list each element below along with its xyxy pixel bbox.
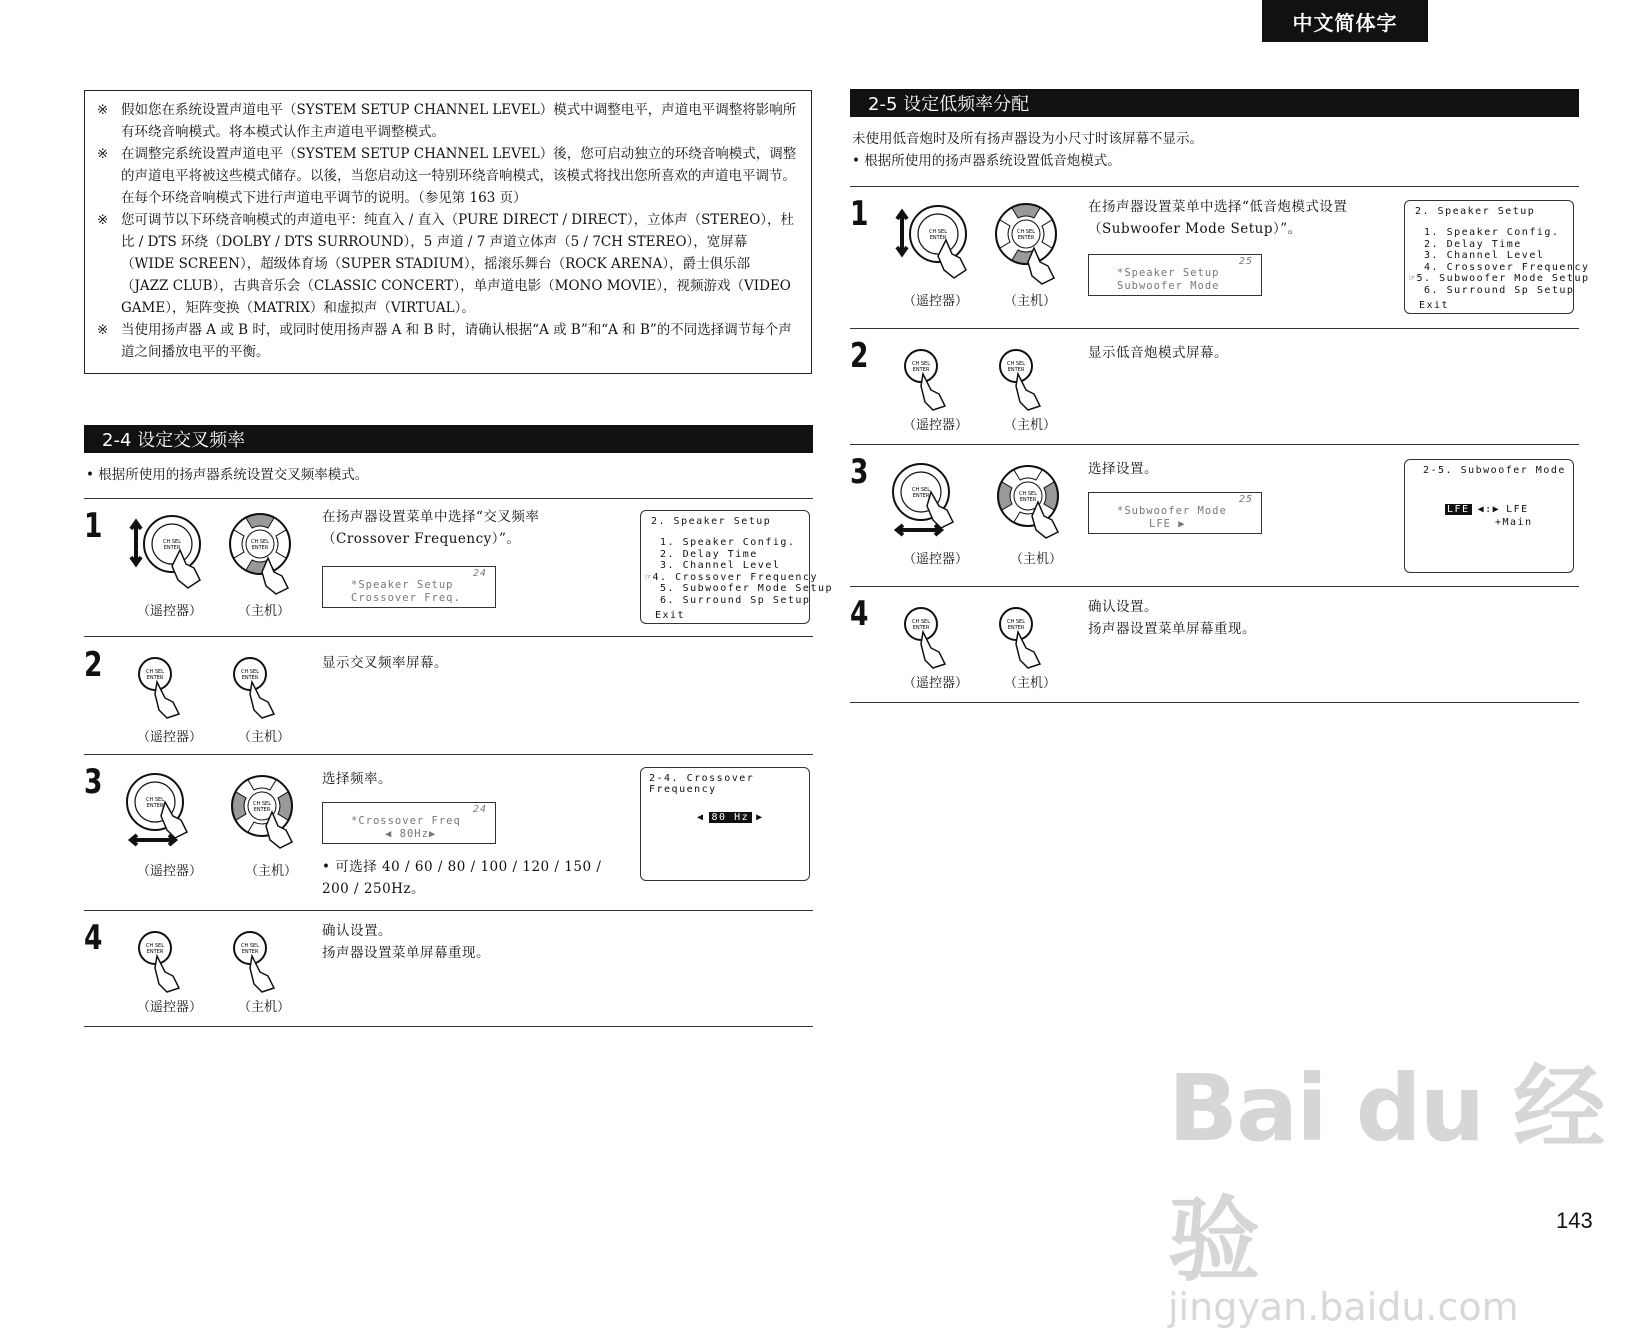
- button-label: CH SEL: [912, 619, 930, 625]
- divider: [84, 754, 813, 755]
- divider: [84, 498, 813, 499]
- lcd-number: 25: [1238, 256, 1253, 267]
- button-label: CH SEL: [912, 487, 930, 493]
- lcd-display: [322, 566, 496, 608]
- main-unit-cursor-icon: [222, 772, 312, 852]
- enter-button-press-icon: [135, 654, 195, 720]
- frequency-options-note: • 可选择 40 / 60 / 80 / 100 / 120 / 150 / 200 / 250Hz。: [322, 859, 602, 897]
- step-number: 1: [84, 506, 103, 546]
- step-text: 确认设置。: [1088, 599, 1158, 615]
- osd-menu-item: 4. Crossover Frequency: [1409, 261, 1590, 273]
- note-text: 您可调节以下环绕音响模式的声道电平：纯直入 / 直入（PURE DIRECT / DIRECT），立体声（STEREO），杜比 / DTS 环绕（DOLBY / DTS SURROUND），5 声道 / 7 声道立体声（5 / 7CH STEREO），宽屏幕（WIDE SCREEN），超级体育场（SUPER STADIUM），摇滚乐舞台（ROCK ARENA），爵士俱乐部（JAZZ CLUB），古典音乐会（CLASSIC CONCERT），单声道电影（MONO MOVIE），视频游戏（VIDEO GAME），矩阵变换（MATRIX）和虚拟声（VIRTUAL）。: [121, 212, 795, 316]
- remote-caption: （遥控器）: [137, 1000, 203, 1015]
- osd-title: 2-4. Crossover Frequency: [649, 773, 755, 795]
- osd-menu-item: 3. Channel Level: [645, 560, 781, 571]
- right-arrow-icon: ▶: [756, 812, 764, 823]
- main-unit-caption: （主机）: [245, 864, 298, 879]
- main-unit-caption: （主机）: [1004, 294, 1057, 309]
- crossover-value: 80 Hz: [709, 812, 753, 823]
- osd-menu-item: 3. Channel Level: [1409, 250, 1545, 261]
- osd-screen: [640, 767, 810, 881]
- button-label: ENTER: [253, 807, 271, 813]
- enter-button-press-icon: [996, 346, 1056, 412]
- lcd-line-2: LFE ▶: [1149, 518, 1186, 530]
- osd-screen: [1404, 200, 1590, 314]
- step-text: 在扬声器设置菜单中选择“交叉频率（Crossover Frequency）”。: [322, 509, 540, 547]
- lcd-line-1: *Crossover Freq: [351, 815, 461, 827]
- osd-title: 2. Speaker Setup: [651, 516, 772, 527]
- step-text: 选择频率。: [322, 771, 392, 787]
- button-label: ENTER: [146, 803, 164, 809]
- divider: [850, 328, 1579, 329]
- step-text: 显示交叉频率屏幕。: [322, 655, 448, 671]
- enter-button-press-icon: [230, 928, 290, 994]
- button-label: CH SEL: [1007, 361, 1025, 367]
- remote-joystick-icon: [891, 462, 981, 542]
- button-label: CH SEL: [253, 801, 271, 807]
- left-arrow-icon: ◀: [697, 812, 705, 823]
- lcd-number: 24: [472, 804, 487, 815]
- subwoofer-mode-selector: [1445, 504, 1529, 515]
- remote-joystick-icon: [886, 198, 986, 288]
- note-text: 假如您在系统设置声道电平（SYSTEM SETUP CHANNEL LEVEL）模式中调整电平，声道电平调整将影响所有环绕音响模式。将本模式认作主声道电平调整模式。: [121, 102, 797, 140]
- button-label: CH SEL: [146, 669, 164, 675]
- remote-caption: （遥控器）: [903, 418, 969, 433]
- enter-button-press-icon: [901, 346, 961, 412]
- note-text: 在调整完系统设置声道电平（SYSTEM SETUP CHANNEL LEVEL）後，您可启动独立的环绕音响模式，调整的声道电平将被这些模式储存。以後，当您启动这一特别环绕音响模式，该模式将找出您所喜欢的声道电平调节。在每个环绕音响模式下进行声道电平调节的说明。（参见第 163 页）: [121, 146, 797, 206]
- osd-menu-item-selected: ☞5. Subwoofer Mode Setup: [1409, 273, 1590, 284]
- remote-caption: （遥控器）: [903, 294, 969, 309]
- subwoofer-mode-value: LFE: [1447, 504, 1470, 515]
- step-number: 2: [850, 336, 869, 376]
- section-2-4-heading: 2-4 设定交叉频率: [84, 425, 813, 453]
- step-text: 显示低音炮模式屏幕。: [1088, 345, 1228, 361]
- remote-joystick-icon: [120, 508, 220, 598]
- note-item: [97, 209, 797, 319]
- lcd-line-2: ◀ 80Hz▶: [385, 828, 437, 840]
- enter-button-press-icon: [230, 654, 290, 720]
- enter-button-press-icon: [901, 604, 961, 670]
- lcd-number: 24: [472, 568, 487, 579]
- button-label: CH SEL: [146, 797, 164, 803]
- step-number: 3: [850, 452, 869, 492]
- watermark-url: jingyan.baidu.com: [1168, 1285, 1519, 1329]
- lcd-display: [1088, 254, 1262, 296]
- divider: [84, 910, 813, 911]
- section-2-5-intro: • 根据所使用的扬声器系统设置低音炮模式。: [852, 153, 1121, 169]
- note-text: 当使用扬声器 A 或 B 时，或同时使用扬声器 A 和 B 时，请确认根据“A 或 B”和“A 和 B”的不同选择调节每个声道之间播放电平的平衡。: [121, 322, 792, 360]
- button-label: ENTER: [929, 235, 947, 241]
- lcd-display: [1088, 492, 1262, 534]
- divider: [850, 702, 1579, 703]
- remote-caption: （遥控器）: [137, 604, 203, 619]
- divider: [850, 186, 1579, 187]
- button-label: ENTER: [146, 675, 164, 681]
- remote-caption: （遥控器）: [903, 552, 969, 567]
- lcd-line-1: *Speaker Setup: [1117, 267, 1220, 279]
- osd-screen: [1404, 459, 1574, 573]
- note-item: [97, 99, 797, 143]
- step-number: 2: [84, 645, 103, 685]
- step-text: 扬声器设置菜单屏幕重现。: [1088, 621, 1256, 637]
- main-unit-caption: （主机）: [1010, 552, 1063, 567]
- lcd-number: 25: [1238, 494, 1253, 505]
- step-number: 4: [850, 594, 869, 634]
- button-label: ENTER: [912, 625, 930, 631]
- language-tab: 中文简体字: [1262, 0, 1428, 42]
- button-label: CH SEL: [1017, 229, 1035, 235]
- crossover-value-selector: [697, 812, 764, 823]
- button-label: CH SEL: [912, 361, 930, 367]
- button-label: CH SEL: [929, 229, 947, 235]
- remote-joystick-icon: [125, 772, 215, 852]
- remote-caption: （遥控器）: [137, 864, 203, 879]
- enter-button-press-icon: [135, 928, 195, 994]
- main-unit-caption: （主机）: [1004, 676, 1057, 691]
- osd-exit: Exit: [1419, 300, 1450, 311]
- main-unit-cursor-icon: [986, 198, 1076, 288]
- left-right-arrows-icon: ◀:▶: [1477, 504, 1501, 515]
- osd-title: 2-5. Subwoofer Mode: [1423, 465, 1566, 476]
- lcd-line-2: Subwoofer Mode: [1117, 280, 1220, 292]
- note-mark: ※: [97, 212, 109, 228]
- osd-menu-item: 2. Delay Time: [645, 548, 758, 560]
- button-label: ENTER: [1017, 235, 1035, 241]
- button-label: ENTER: [146, 949, 164, 955]
- notes-box: [84, 90, 812, 374]
- note-mark: ※: [97, 146, 109, 162]
- button-label: ENTER: [1007, 367, 1025, 373]
- main-unit-caption: （主机）: [238, 730, 291, 745]
- lcd-line-2: Crossover Freq.: [351, 592, 461, 604]
- divider: [850, 444, 1579, 445]
- step-number: 1: [850, 194, 869, 234]
- osd-screen: [640, 510, 834, 624]
- main-unit-cursor-icon: [220, 508, 310, 598]
- button-label: CH SEL: [146, 943, 164, 949]
- divider: [850, 586, 1579, 587]
- button-label: ENTER: [251, 545, 269, 551]
- osd-exit: Exit: [655, 610, 686, 621]
- osd-menu-item: 2. Delay Time: [1409, 238, 1522, 250]
- button-label: ENTER: [163, 545, 181, 551]
- section-2-5-heading: 2-5 设定低频率分配: [850, 89, 1579, 117]
- enter-button-press-icon: [996, 604, 1056, 670]
- note-mark: ※: [97, 102, 109, 118]
- main-unit-caption: （主机）: [1004, 418, 1057, 433]
- button-label: ENTER: [241, 675, 259, 681]
- button-label: CH SEL: [241, 943, 259, 949]
- osd-menu-item-selected: ☞4. Crossover Frequency: [645, 571, 818, 583]
- osd-menu-item: 6. Surround Sp Setup: [1409, 284, 1575, 296]
- lcd-line-1: *Speaker Setup: [351, 579, 454, 591]
- page-number: 143: [1556, 1208, 1593, 1233]
- button-label: ENTER: [1007, 625, 1025, 631]
- main-unit-caption: （主机）: [238, 1000, 291, 1015]
- watermark-logo-text: Bai du 经验: [1168, 1055, 1604, 1294]
- main-unit-cursor-icon: [988, 462, 1078, 542]
- osd-menu-item: 1. Speaker Config.: [1409, 227, 1560, 238]
- baidu-watermark: [1168, 1035, 1650, 1329]
- option-label: +Main: [1495, 517, 1533, 528]
- button-label: CH SEL: [241, 669, 259, 675]
- button-label: ENTER: [912, 367, 930, 373]
- main-unit-caption: （主机）: [238, 604, 291, 619]
- osd-menu-item: 1. Speaker Config.: [645, 537, 796, 548]
- button-label: CH SEL: [1019, 491, 1037, 497]
- remote-caption: （遥控器）: [137, 730, 203, 745]
- osd-menu-item: 6. Surround Sp Setup: [645, 594, 811, 606]
- section-2-4-intro: • 根据所使用的扬声器系统设置交叉频率模式。: [86, 467, 369, 483]
- note-item: [97, 319, 797, 363]
- divider: [84, 1026, 813, 1027]
- remote-caption: （遥控器）: [903, 676, 969, 691]
- osd-menu-item: 5. Subwoofer Mode Setup: [645, 583, 834, 594]
- step-text: 在扬声器设置菜单中选择“低音炮模式设置（Subwoofer Mode Setup）”。: [1088, 199, 1348, 237]
- button-label: ENTER: [241, 949, 259, 955]
- button-label: CH SEL: [1007, 619, 1025, 625]
- step-number: 4: [84, 918, 103, 958]
- lcd-display: [322, 802, 496, 844]
- lcd-line-1: *Subwoofer Mode: [1117, 505, 1227, 517]
- option-label: LFE: [1506, 504, 1529, 515]
- button-label: CH SEL: [251, 539, 269, 545]
- step-number: 3: [84, 762, 103, 802]
- button-label: ENTER: [1019, 497, 1037, 503]
- note-item: [97, 143, 797, 209]
- divider: [84, 636, 813, 637]
- step-text: 选择设置。: [1088, 461, 1158, 477]
- step-text: 确认设置。: [322, 923, 392, 939]
- button-label: ENTER: [912, 493, 930, 499]
- button-label: CH SEL: [163, 539, 181, 545]
- note-mark: ※: [97, 322, 109, 338]
- section-2-5-intro: 未使用低音炮时及所有扬声器设为小尺寸时该屏幕不显示。: [852, 131, 1203, 147]
- step-text: 扬声器设置菜单屏幕重现。: [322, 945, 490, 961]
- osd-title: 2. Speaker Setup: [1415, 206, 1536, 217]
